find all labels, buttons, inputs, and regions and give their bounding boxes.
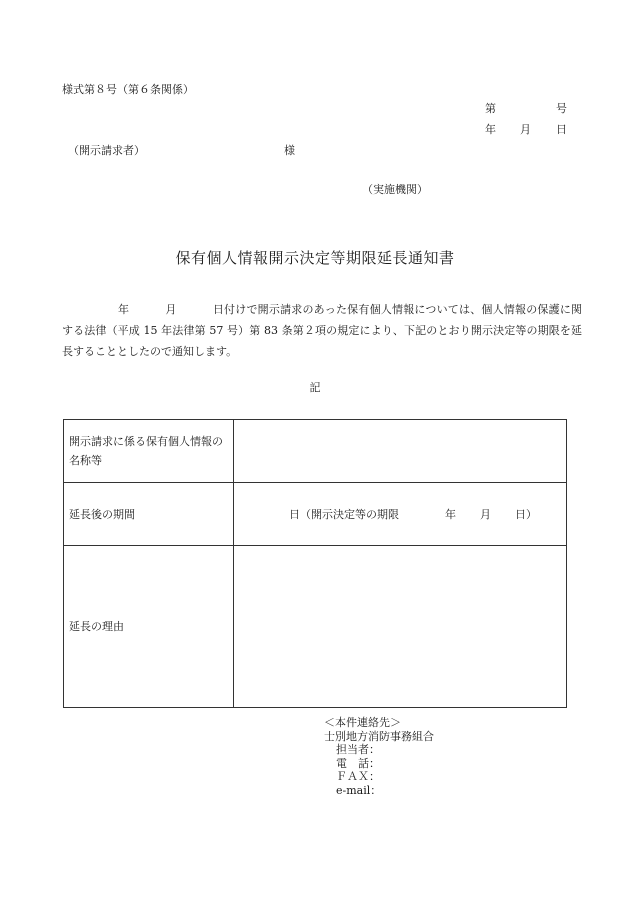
issue-date-month: 月 [520, 123, 531, 136]
contact-heading: ＜本件連絡先＞ [324, 716, 401, 729]
issue-date-day: 日 [556, 123, 567, 136]
ki-heading: 記 [309, 381, 321, 394]
document-number-suffix: 号 [556, 102, 567, 115]
extended-period-day: 日（開示決定等の期限 [289, 508, 399, 521]
table-row [64, 420, 567, 483]
extended-period-month: 月 [480, 508, 491, 521]
form-number-label: 様式第８号（第６条関係） [62, 83, 194, 96]
info-name-value [234, 420, 567, 483]
document-title: 保有個人情報開示決定等期限延長通知書 [175, 249, 455, 267]
agency-label: （実施機関） [362, 183, 428, 196]
extended-period-year: 年 [445, 508, 456, 521]
contact-email: e-mail： [336, 783, 382, 797]
table-row [64, 546, 567, 708]
contact-fax: ＦＡＸ： [336, 770, 380, 783]
issue-date-year: 年 [485, 123, 496, 136]
info-name-label: 開示請求に係る保有個人情報の名称等 [64, 420, 234, 483]
table-row [64, 483, 567, 546]
contact-block [324, 716, 434, 797]
contact-organization: 士別地方消防事務組合 [324, 729, 434, 743]
extension-reason-label: 延長の理由 [64, 546, 234, 708]
contact-person: 担当者： [336, 743, 380, 756]
extension-reason-value [234, 546, 567, 708]
contact-phone: 電 話： [336, 756, 380, 770]
extended-period-value [234, 483, 567, 546]
requester-label: （開示請求者） [68, 144, 145, 157]
extended-period-label: 延長後の期間 [64, 483, 234, 546]
body-month: 月 [165, 303, 177, 316]
extended-period-end: 日） [515, 508, 537, 521]
extension-table [63, 419, 567, 708]
body-year: 年 [118, 303, 130, 316]
notice-body [62, 299, 582, 362]
document-number-prefix: 第 [485, 102, 496, 115]
honorific-label: 様 [284, 144, 295, 157]
body-text: 日付けで開示請求のあった保有個人情報については、個人情報の保護に関する法律（平成 15 年法律第 57 号）第 83 条第２項の規定により、下記のとおり開示決定等の期限を延長することとしたので通知します。 [62, 303, 583, 358]
